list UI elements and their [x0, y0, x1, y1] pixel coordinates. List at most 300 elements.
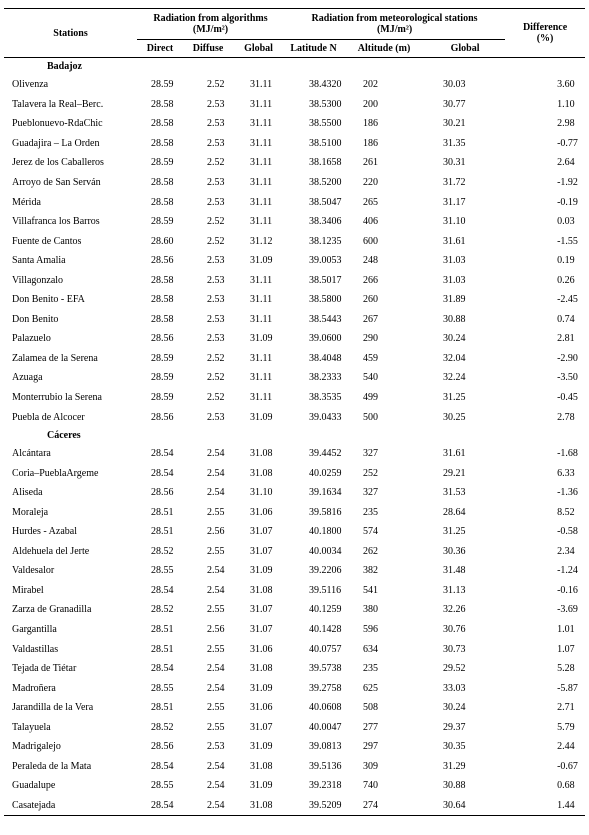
difference-value: -1.36: [557, 487, 578, 499]
direct-value: 28.60: [151, 235, 174, 247]
table-row: [4, 522, 585, 542]
diffuse-value: 2.54: [207, 467, 225, 479]
difference-value: 1.44: [505, 796, 585, 816]
station-name: Tejada de Tiétar: [12, 663, 77, 675]
table-row: [4, 483, 585, 503]
global-value: 31.08: [250, 760, 273, 772]
section-label: Badajoz: [47, 61, 82, 72]
difference-value: 2.71: [557, 702, 575, 714]
difference-value: -1.24: [557, 565, 578, 577]
table-row: [4, 581, 585, 601]
global-met-value: 31.25: [443, 526, 466, 538]
station-name: Santa Amalia: [12, 255, 66, 267]
direct-value: 28.56: [151, 255, 174, 267]
difference-value: -1.92: [557, 177, 578, 188]
difference-value: 0.68: [557, 780, 575, 792]
diffuse-header: Diffuse: [183, 40, 233, 58]
global-value: 31.07: [250, 526, 273, 538]
latitude-value: 40.1259: [309, 604, 342, 616]
diffuse-value: 2.55: [207, 506, 225, 518]
station-name: Don Benito: [12, 313, 59, 325]
direct-value: 28.58: [151, 196, 174, 208]
difference-value: 2.98: [557, 118, 575, 130]
table-row: [4, 388, 585, 408]
direct-value: 28.51: [151, 702, 174, 714]
direct-value: 28.54: [151, 448, 174, 460]
table-row: [4, 718, 585, 738]
difference-value: -3.50: [557, 372, 578, 384]
diffuse-value: 2.53: [207, 274, 225, 286]
global-value: 31.08: [250, 448, 273, 460]
altitude-value: 574: [363, 526, 379, 538]
latitude-value: 38.1235: [309, 235, 342, 247]
global-met-value: 30.21: [443, 118, 466, 130]
station-name: Gargantilla: [12, 624, 57, 636]
diffuse-value: 2.54: [207, 584, 225, 596]
global-value: 31.11: [250, 118, 273, 130]
section-row: [4, 58, 585, 76]
direct-value: 28.56: [151, 333, 174, 345]
table-row: [4, 639, 585, 659]
altitude-value: 380: [363, 604, 379, 616]
altitude-header: Altitude (m): [343, 40, 425, 58]
diffuse-value: 2.54: [207, 663, 225, 675]
station-name: Mérida: [12, 196, 41, 208]
latitude-value: 40.1428: [309, 624, 342, 636]
latitude-value: 39.0813: [309, 741, 342, 753]
difference-value: 3.60: [557, 79, 575, 91]
station-name: Guadajira – La Orden: [12, 137, 100, 149]
station-name: Zarza de Granadilla: [12, 604, 92, 616]
table-row: [4, 698, 585, 718]
latitude-value: 38.4320: [309, 79, 342, 91]
global-value: 31.11: [250, 294, 273, 306]
altitude-value: 382: [363, 565, 379, 577]
direct-value: 28.59: [151, 392, 174, 404]
direct-value: 28.59: [151, 352, 174, 364]
latitude-value: 39.5116: [309, 584, 342, 596]
table-row: [4, 407, 585, 427]
table-row: [4, 659, 585, 679]
latitude-value: 39.5136: [309, 760, 342, 772]
station-name: Valdastillas: [12, 643, 59, 655]
altitude-value: 200: [363, 98, 379, 110]
table-row: [4, 620, 585, 640]
direct-value: 28.55: [151, 682, 174, 694]
diffuse-value: 2.53: [207, 137, 225, 149]
diffuse-value: 2.54: [207, 760, 225, 772]
global-value: 31.09: [250, 741, 273, 753]
diffuse-value: 2.52: [207, 392, 225, 404]
table-row: [4, 463, 585, 483]
direct-value: 28.58: [151, 98, 174, 110]
station-name: Zalamea de la Serena: [12, 352, 98, 364]
difference-value: -1.68: [557, 448, 578, 460]
global-met-value: 32.24: [443, 372, 466, 384]
table-row: [4, 349, 585, 369]
table-row: [4, 502, 585, 522]
latitude-value: 38.4048: [309, 352, 342, 364]
global-met-header: Global: [425, 40, 505, 58]
altitude-value: 459: [363, 352, 379, 364]
difference-value: 0.03: [557, 216, 575, 228]
station-name: Azuaga: [12, 372, 43, 384]
diffuse-value: 2.52: [207, 352, 225, 364]
global-met-value: 31.17: [443, 196, 466, 208]
direct-value: 28.56: [151, 741, 174, 753]
global-met-value: 30.31: [443, 157, 466, 169]
diffuse-value: 2.53: [207, 255, 225, 267]
diffuse-value: 2.55: [207, 721, 225, 733]
table-row: [4, 678, 585, 698]
station-name: Monterrubio la Serena: [12, 392, 102, 404]
station-name: Talavera la Real–Berc.: [12, 98, 104, 110]
difference-value: 2.81: [557, 333, 575, 345]
station-name: Moraleja: [12, 506, 49, 518]
global-value: 31.08: [250, 663, 273, 675]
global-met-value: 31.25: [443, 392, 466, 404]
global-value: 31.09: [250, 411, 273, 423]
difference-value: -5.87: [557, 682, 578, 694]
diffuse-value: 2.53: [207, 98, 225, 110]
global-met-value: 30.35: [443, 741, 466, 753]
table-row: [4, 173, 585, 193]
algorithms-group-header: Radiation from algorithms (MJ/m²): [137, 9, 284, 40]
latitude-value: 39.2758: [309, 682, 342, 694]
altitude-value: 508: [363, 702, 379, 714]
direct-value: 28.59: [151, 372, 174, 384]
altitude-value: 202: [363, 79, 379, 91]
global-met-value: 29.52: [443, 663, 466, 675]
altitude-value: 267: [363, 313, 379, 325]
global-value: 31.09: [250, 682, 273, 694]
latitude-value: 39.1634: [309, 487, 342, 499]
station-name: Casatejada: [4, 796, 137, 816]
altitude-value: 500: [363, 411, 379, 423]
altitude-value: 261: [363, 157, 379, 169]
latitude-value: 39.0433: [309, 411, 342, 423]
global-value: 31.11: [250, 177, 273, 188]
global-met-value: 29.37: [443, 721, 466, 733]
diffuse-value: 2.53: [207, 411, 225, 423]
table-row: [4, 561, 585, 581]
latitude-value: 38.5017: [309, 274, 342, 286]
table-row: [4, 251, 585, 271]
global-met-value: 30.76: [443, 624, 466, 636]
altitude-value: 262: [363, 545, 379, 557]
global-value: 31.07: [250, 604, 273, 616]
table-row: [4, 192, 585, 212]
global-met-value: 30.36: [443, 545, 466, 557]
station-name: Valdesalor: [12, 565, 55, 577]
diffuse-value: 2.54: [207, 448, 225, 460]
global-met-value: 33.03: [443, 682, 466, 694]
table-row: [4, 231, 585, 251]
altitude-value: 541: [363, 584, 379, 596]
altitude-value: 634: [363, 643, 379, 655]
table-row: [4, 153, 585, 173]
difference-value: 5.79: [557, 721, 575, 733]
global-value: 31.11: [250, 372, 273, 384]
difference-header: Difference (%): [505, 9, 585, 58]
diffuse-value: 2.53: [207, 313, 225, 325]
direct-value: 28.54: [151, 663, 174, 675]
direct-value: 28.59: [151, 216, 174, 228]
latitude-value: 40.0047: [309, 721, 342, 733]
global-met-value: 31.13: [443, 584, 466, 596]
global-met-value: 32.04: [443, 352, 466, 364]
latitude-value: 39.5816: [309, 506, 342, 518]
diffuse-value: 2.54: [183, 796, 233, 816]
diffuse-value: 2.56: [207, 526, 225, 538]
difference-value: -0.67: [557, 760, 578, 772]
latitude-value: 39.0600: [309, 333, 342, 345]
global-met-value: 30.03: [443, 79, 466, 91]
meteorological-group-header: Radiation from meteorological stations (MJ/m²): [284, 9, 505, 40]
altitude-value: 186: [363, 137, 379, 149]
global-met-value: 30.88: [443, 313, 466, 325]
altitude-value: 297: [363, 741, 379, 753]
latitude-value: 40.0608: [309, 702, 342, 714]
latitude-value: 38.5200: [309, 177, 342, 188]
diffuse-value: 2.55: [207, 604, 225, 616]
altitude-value: 274: [343, 796, 425, 816]
table-row: [4, 368, 585, 388]
global-met-value: 31.29: [443, 760, 466, 772]
latitude-value: 38.2333: [309, 372, 342, 384]
diffuse-value: 2.54: [207, 487, 225, 499]
station-name: Alcántara: [12, 448, 51, 460]
global-value: 31.10: [250, 487, 273, 499]
direct-value: 28.54: [151, 584, 174, 596]
global-met-value: 31.03: [443, 274, 466, 286]
latitude-value: 38.5500: [309, 118, 342, 130]
difference-value: 5.28: [557, 663, 575, 675]
global-value: 31.09: [250, 780, 273, 792]
direct-value: 28.55: [151, 565, 174, 577]
latitude-value: 39.4452: [309, 448, 342, 460]
global-met-value: 31.10: [443, 216, 466, 228]
latitude-value: 39.2318: [309, 780, 342, 792]
difference-value: -2.45: [557, 294, 578, 306]
global-value: 31.11: [250, 157, 273, 169]
table-row: [4, 542, 585, 562]
global-met-value: 30.73: [443, 643, 466, 655]
latitude-value: 38.5047: [309, 196, 342, 208]
station-name: Villagonzalo: [12, 274, 64, 286]
station-name: Peraleda de la Mata: [12, 760, 92, 772]
global-met-value: 30.24: [443, 702, 466, 714]
station-name: Talayuela: [12, 721, 51, 733]
global-value: 31.11: [250, 98, 273, 110]
diffuse-value: 2.52: [207, 372, 225, 384]
latitude-value: 38.1658: [309, 157, 342, 169]
station-name: Pueblonuevo-RdaChic: [12, 118, 103, 130]
global-value: 31.09: [250, 565, 273, 577]
table-row: [4, 270, 585, 290]
latitude-value: 39.2206: [309, 565, 342, 577]
direct-value: 28.51: [151, 643, 174, 655]
table-row: [4, 212, 585, 232]
latitude-value: 40.0757: [309, 643, 342, 655]
direct-value: 28.54: [151, 467, 174, 479]
diffuse-value: 2.55: [207, 702, 225, 714]
difference-value: -0.58: [557, 526, 578, 538]
global-value: 31.11: [250, 216, 273, 228]
global-met-value: 29.21: [443, 467, 466, 479]
altitude-value: 540: [363, 372, 379, 384]
station-name: Hurdes - Azabal: [12, 526, 77, 538]
table-row: [4, 444, 585, 464]
global-value: 31.06: [250, 702, 273, 714]
direct-value: 28.58: [151, 294, 174, 306]
direct-value: 28.58: [151, 274, 174, 286]
altitude-value: 220: [363, 177, 379, 188]
diffuse-value: 2.52: [207, 216, 225, 228]
global-met-value: 30.77: [443, 98, 466, 110]
global-met-value: 31.03: [443, 255, 466, 267]
altitude-value: 740: [363, 780, 379, 792]
station-name: Madroñera: [12, 682, 56, 694]
table-row: [4, 796, 585, 816]
table-row: [4, 290, 585, 310]
direct-value: 28.59: [151, 79, 174, 91]
table-row: [4, 776, 585, 796]
direct-value: 28.58: [151, 118, 174, 130]
difference-value: 0.74: [557, 313, 575, 325]
latitude-value: 39.5738: [309, 663, 342, 675]
latitude-value: 38.5443: [309, 313, 342, 325]
altitude-value: 625: [363, 682, 379, 694]
diffuse-value: 2.54: [207, 682, 225, 694]
global-met-value: 31.61: [443, 448, 466, 460]
table-body: [4, 58, 585, 816]
global-met-value: 31.35: [443, 137, 466, 149]
global-value: 31.11: [250, 274, 273, 286]
difference-value: 2.44: [557, 741, 575, 753]
global-value: 31.11: [250, 137, 273, 149]
diffuse-value: 2.52: [207, 235, 225, 247]
global-value: 31.08: [233, 796, 284, 816]
global-value: 31.12: [250, 235, 273, 247]
global-value: 31.08: [250, 467, 273, 479]
direct-value: 28.51: [151, 624, 174, 636]
station-name: Puebla de Alcocer: [12, 411, 85, 423]
diffuse-value: 2.54: [207, 780, 225, 792]
direct-value: 28.58: [151, 313, 174, 325]
direct-value: 28.51: [151, 506, 174, 518]
diffuse-value: 2.55: [207, 643, 225, 655]
global-met-value: 30.64: [425, 796, 505, 816]
altitude-value: 327: [363, 487, 379, 499]
station-name: Villafranca los Barros: [12, 216, 100, 228]
global-met-value: 31.72: [443, 177, 466, 188]
diffuse-value: 2.52: [207, 79, 225, 91]
global-value: 31.09: [250, 255, 273, 267]
direct-value: 28.58: [151, 177, 174, 188]
difference-value: -2.90: [557, 352, 578, 364]
altitude-value: 260: [363, 294, 379, 306]
global-value: 31.07: [250, 721, 273, 733]
altitude-value: 252: [363, 467, 379, 479]
station-name: Don Benito - EFA: [12, 294, 85, 306]
altitude-value: 235: [363, 506, 379, 518]
station-name: Mirabel: [12, 584, 44, 596]
difference-value: 2.78: [557, 411, 575, 423]
diffuse-value: 2.55: [207, 545, 225, 557]
direct-value: 28.56: [151, 487, 174, 499]
latitude-value: 38.3406: [309, 216, 342, 228]
global-met-value: 28.64: [443, 506, 466, 518]
altitude-value: 600: [363, 235, 379, 247]
station-name: Jerez de los Caballeros: [12, 157, 104, 169]
diffuse-value: 2.53: [207, 333, 225, 345]
difference-value: 0.26: [557, 274, 575, 286]
table-row: [4, 95, 585, 115]
table-row: [4, 737, 585, 757]
latitude-value: 40.0034: [309, 545, 342, 557]
difference-value: -0.19: [557, 196, 578, 208]
table-row: [4, 600, 585, 620]
difference-value: -0.16: [557, 584, 578, 596]
station-name: Coria–PueblaArgeme: [12, 467, 99, 479]
difference-value: 1.01: [557, 624, 575, 636]
table-row: [4, 310, 585, 330]
section-row: [4, 427, 585, 444]
station-name: Palazuelo: [12, 333, 51, 345]
table-row: [4, 134, 585, 154]
altitude-value: 406: [363, 216, 379, 228]
direct-header: Direct: [137, 40, 183, 58]
direct-value: 28.52: [151, 604, 174, 616]
global-value: 31.08: [250, 584, 273, 596]
altitude-value: 596: [363, 624, 379, 636]
global-value: 31.11: [250, 79, 273, 91]
difference-value: -0.45: [557, 392, 578, 404]
station-name: Aldehuela del Jerte: [12, 545, 90, 557]
altitude-value: 309: [363, 760, 379, 772]
difference-value: 2.34: [557, 545, 575, 557]
station-name: Aliseda: [12, 487, 43, 499]
direct-value: 28.58: [151, 137, 174, 149]
altitude-value: 277: [363, 721, 379, 733]
diffuse-value: 2.54: [207, 565, 225, 577]
latitude-header: Latitude N: [284, 40, 343, 58]
global-met-value: 31.61: [443, 235, 466, 247]
direct-value: 28.55: [151, 780, 174, 792]
global-value: 31.06: [250, 506, 273, 518]
direct-value: 28.52: [151, 721, 174, 733]
direct-value: 28.52: [151, 545, 174, 557]
direct-value: 28.59: [151, 157, 174, 169]
station-name: Jarandilla de la Vera: [12, 702, 94, 714]
altitude-value: 248: [363, 255, 379, 267]
diffuse-value: 2.56: [207, 624, 225, 636]
difference-value: 0.19: [557, 255, 575, 267]
diffuse-value: 2.53: [207, 741, 225, 753]
station-name: Guadalupe: [12, 780, 56, 792]
latitude-value: 39.0053: [309, 255, 342, 267]
latitude-value: 38.5800: [309, 294, 342, 306]
diffuse-value: 2.53: [207, 196, 225, 208]
table-row: [4, 114, 585, 134]
global-value: 31.06: [250, 643, 273, 655]
global-value: 31.11: [250, 313, 273, 325]
stations-header: Stations: [4, 9, 137, 58]
altitude-value: 266: [363, 274, 379, 286]
global-met-value: 32.26: [443, 604, 466, 616]
latitude-value: 40.1800: [309, 526, 342, 538]
